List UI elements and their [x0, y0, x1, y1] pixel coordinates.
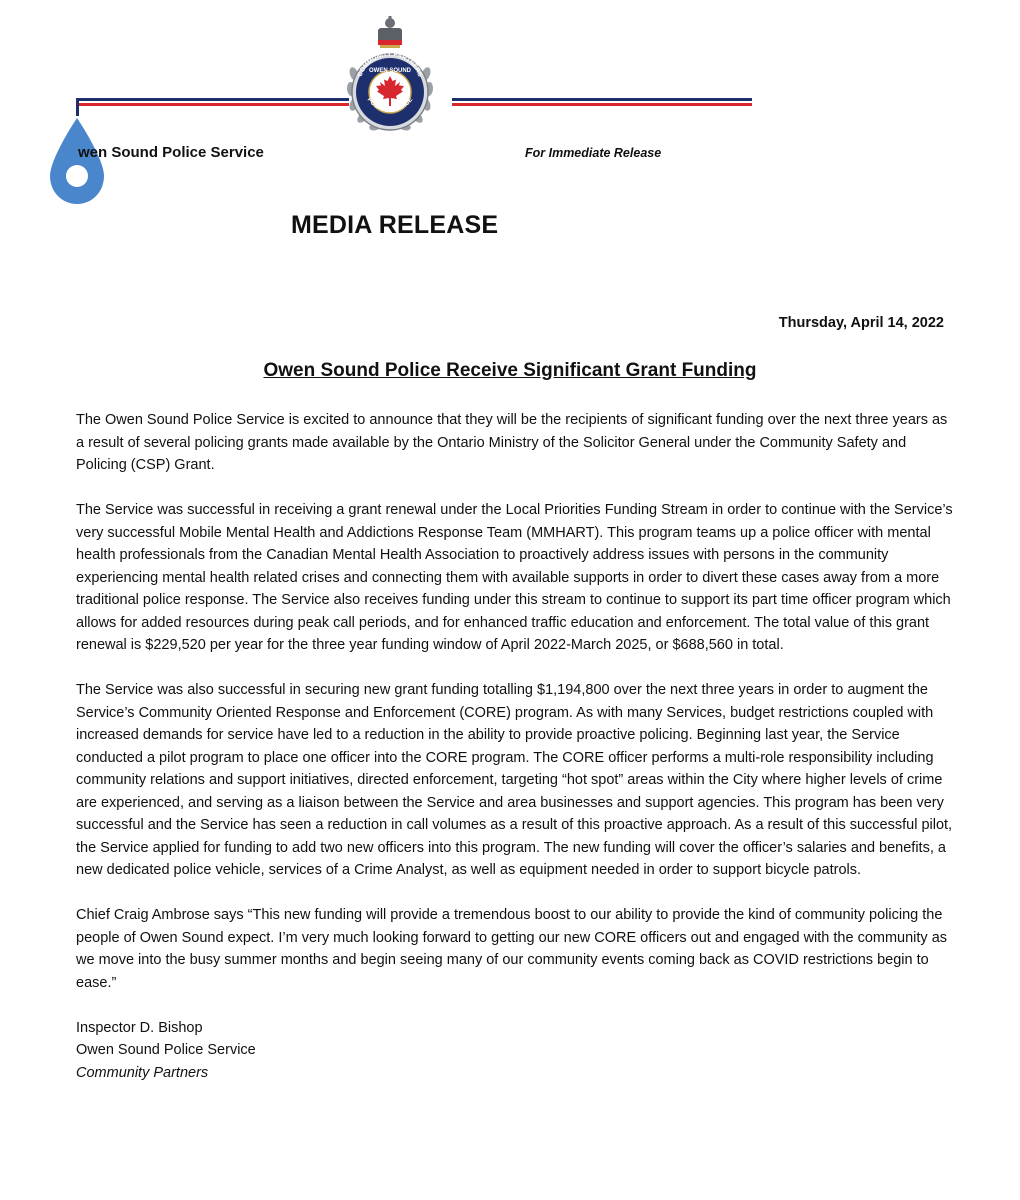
paragraph: Chief Craig Ambrose says “This new funding will provide a tremendous boost to our ability to provide the kind of community policing the people of Owen Sound expect. I’m very much looking forward to getting our new CORE officers out and engaged with the community as we move into the busy summer months and begin seeing many of our community events coming back as COVID restrictions begin to ease.” — [76, 907, 948, 991]
paragraph: The Service was successful in receiving a grant renewal under the Local Priorities Funding Stream in order to continue with the Service’s very successful Mobile Mental Health and Addictions Response Team (MMHART). This program teams up a police officer with mental health professionals from the Canadian Mental Health Association to proactively address issues with persons in the community experiencing mental health related crises and connecting them with available supports in order to divert these cases away from a more traditional police response. The Service also receives funding under this stream to continue to support its part time officer program which allows for added resources during peak call periods, and for enhanced traffic education and enforcement. The total value of this grant renewal is $229,520 per year for the three year funding window of April 2022-March 2025, or $688,560 in total. — [76, 502, 953, 653]
header-rule-tick — [76, 98, 79, 116]
signature-org: Owen Sound Police Service — [76, 1042, 256, 1058]
organization-name: wen Sound Police Service — [78, 144, 264, 161]
header-rule-navy — [76, 98, 349, 101]
header-rule-right — [452, 98, 752, 110]
badge-top-text: COMMUNITY PARTNERS — [356, 50, 424, 78]
header-rule-navy — [452, 98, 752, 101]
document-title: MEDIA RELEASE — [291, 211, 499, 239]
police-badge-logo — [342, 14, 438, 140]
header-rule-red — [452, 103, 752, 106]
signature-block — [76, 1017, 956, 1085]
signature-name: Inspector D. Bishop — [76, 1019, 203, 1036]
release-date: Thursday, April 14, 2022 — [778, 315, 944, 331]
header-rule-left — [76, 98, 349, 110]
badge-mid-text: OWEN SOUND — [369, 68, 411, 74]
paragraph: The Owen Sound Police Service is excited to announce that they will be the recipients of significant funding over the next three years as a result of several policing grants made available by the Ontario Ministry of the Solicitor General under the Community Safety and Policing (CSP) Grant. — [76, 412, 948, 473]
signature-motto: Community Partners — [76, 1064, 209, 1081]
badge-bottom-text: POLICE SERVICE — [365, 96, 415, 114]
crown-icon — [378, 16, 402, 48]
paragraph: The Service was also successful in securing new grant funding totalling $1,194,800 over the next three years in order to augment the Service’s Community Oriented Response and Enforcement (CORE) program. As with many Services, budget restrictions coupled with increased demands for service have led to a reduction in the ability to provide proactive policing. Beginning last year, the Service conducted a pilot program to place one officer into the CORE program. The CORE officer performs a multi-role responsibility including community relations and support initiatives, directed enforcement, targeting “hot spot” areas within the City where higher levels of crime are experienced, and serving as a liaison between the Service and area businesses and support agencies. This program has been very successful and the Service has seen a reduction in call volumes as a result of this proactive approach. As a result of this successful pilot, the Service applied for funding to add two new officers into this program. The new funding will cover the officer’s salaries and benefits, a new dedicated police vehicle, services of a Crime Analyst, as well as equipment needed in order to support bicycle patrols. — [76, 682, 953, 878]
release-note: For Immediate Release — [525, 146, 662, 160]
headline: Owen Sound Police Receive Significant Grant Funding — [263, 360, 757, 381]
release-body — [76, 409, 956, 1084]
header-rule-red — [76, 103, 349, 106]
drop-icon — [50, 118, 104, 206]
